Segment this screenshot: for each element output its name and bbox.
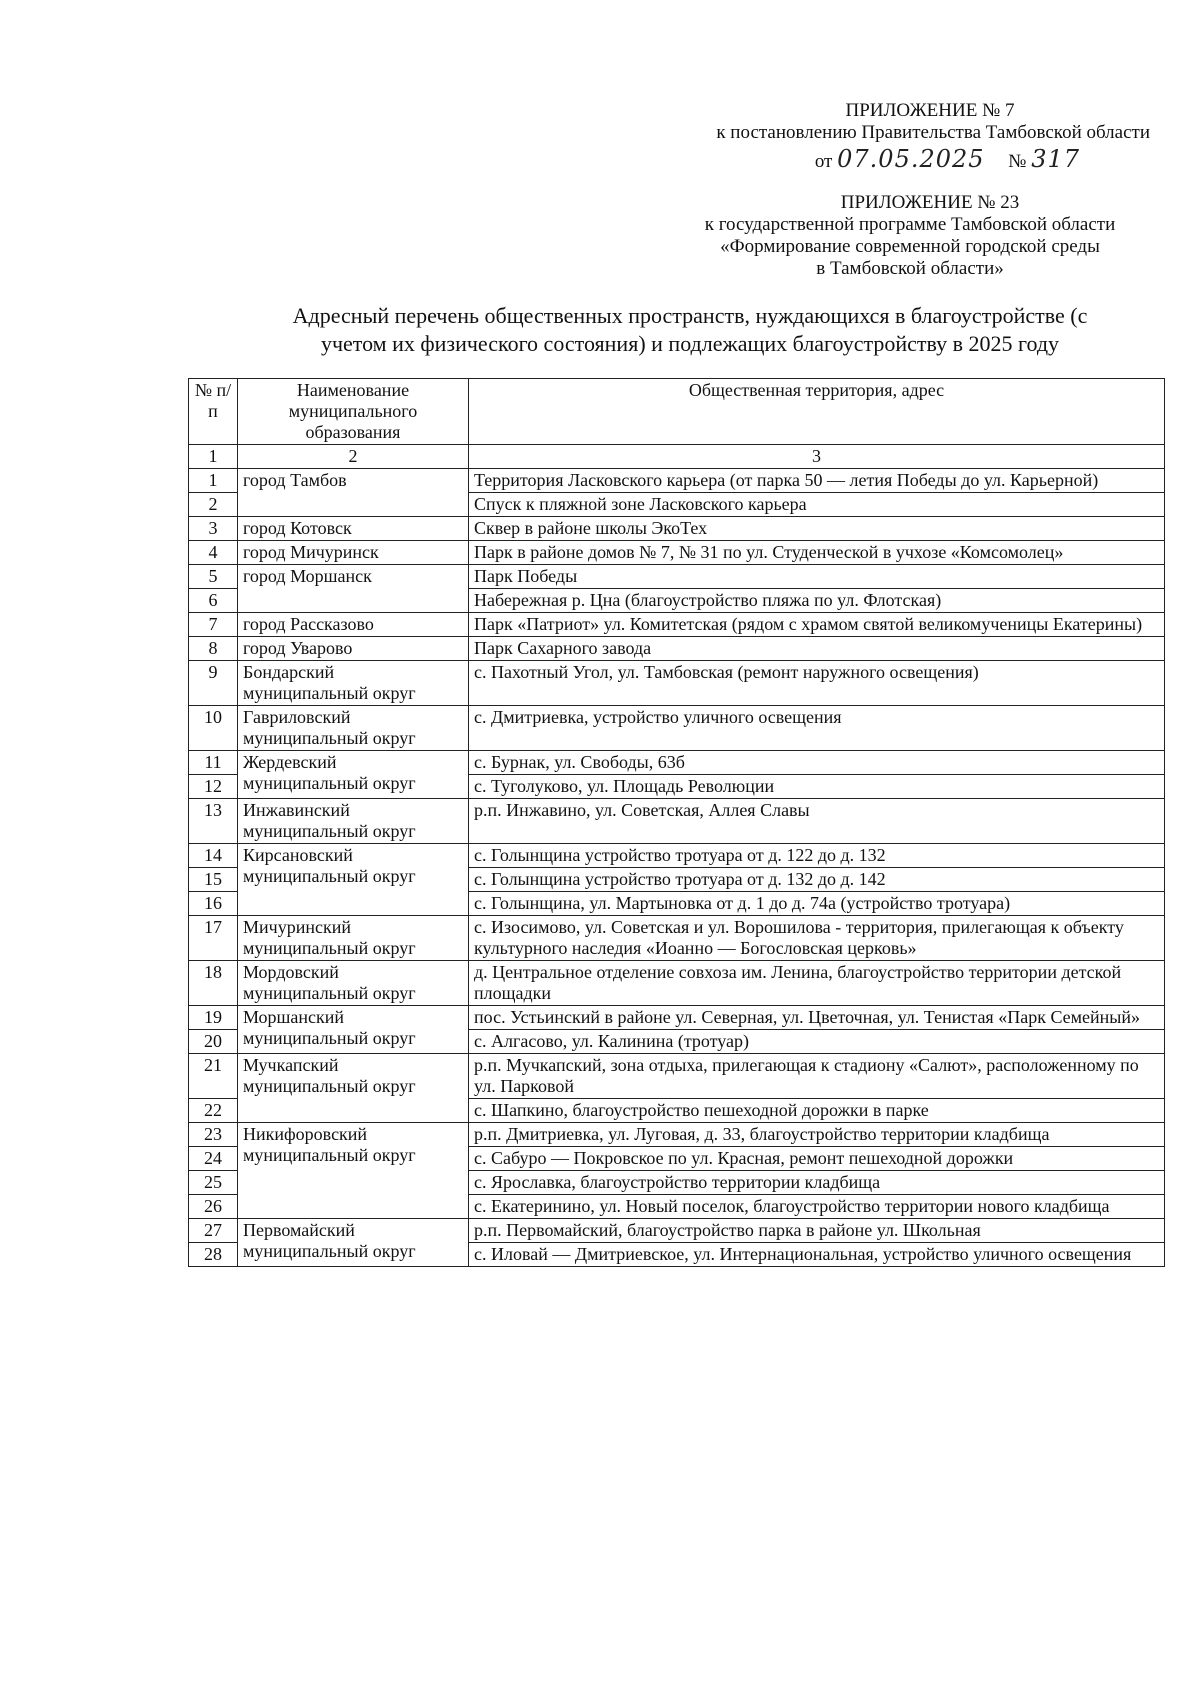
table-row [189,1219,1165,1243]
row-number: 27 [189,1219,238,1243]
table-index-row [189,445,1165,469]
document-title-line1: Адресный перечень общественных пространств, нуждающихся в благоустройстве (с [292,303,1088,328]
row-number: 5 [189,565,238,589]
territory-address-cell: с. Дмитриевка, устройство уличного освещения [469,706,1165,751]
row-number: 23 [189,1123,238,1147]
territory-address-cell: Парк в районе домов № 7, № 31 по ул. Студенческой в учхозе «Комсомолец» [469,541,1165,565]
row-number: 18 [189,961,238,1006]
territory-address-cell: с. Туголуково, ул. Площадь Революции [469,775,1165,799]
table-row [189,751,1165,775]
table-row [189,661,1165,706]
row-number: 9 [189,661,238,706]
table-row [189,844,1165,868]
territory-address-cell: с. Изосимово, ул. Советская и ул. Ворошилова - территория, прилегающая к объекту культурного наследия «Иоанно — Богословская церковь» [469,916,1165,961]
appendix-23-line2: к государственной программе Тамбовской области [704,214,1116,235]
municipality-cell: город Моршанск [238,565,469,613]
municipality-cell: Первомайский муниципальный округ [238,1219,469,1267]
municipality-cell: Мучкапский муниципальный округ [238,1054,469,1123]
municipality-cell: город Рассказово [238,613,469,637]
territory-address-cell: д. Центральное отделение совхоза им. Ленина, благоустройство территории детской площадки [469,961,1165,1006]
territory-address-cell: с. Алгасово, ул. Калинина (тротуар) [469,1030,1165,1054]
row-number: 15 [189,868,238,892]
table-row [189,541,1165,565]
territory-address-cell: с. Иловай — Дмитриевское, ул. Интернациональная, устройство уличного освещения [469,1243,1165,1267]
number-prefix: № [1008,151,1027,172]
municipality-cell: Мичуринский муниципальный округ [238,916,469,961]
appendix-23-line3: «Формирование современной городской среды [720,236,1100,257]
municipality-cell: Моршанский муниципальный округ [238,1006,469,1054]
municipality-cell: Мордовский муниципальный округ [238,961,469,1006]
row-number: 11 [189,751,238,775]
index-cell: 3 [469,445,1165,469]
territory-address-cell: Парк Сахарного завода [469,637,1165,661]
territory-address-cell: с. Сабуро — Покровское по ул. Красная, ремонт пешеходной дорожки [469,1147,1165,1171]
territory-address-cell: Парк Победы [469,565,1165,589]
territory-address-cell: пос. Устьинский в районе ул. Северная, ул. Цветочная, ул. Тенистая «Парк Семейный» [469,1006,1165,1030]
municipality-cell: Гавриловский муниципальный округ [238,706,469,751]
territory-address-cell: с. Ярославка, благоустройство территории кладбища [469,1171,1165,1195]
header-territory: Общественная территория, адрес [469,379,1165,445]
document-title-line2: учетом их физического состояния) и подлежащих благоустройству в 2025 году [320,331,1060,356]
row-number: 8 [189,637,238,661]
territory-address-cell: с. Голынщина устройство тротуара от д. 132 до д. 142 [469,868,1165,892]
table-row [189,916,1165,961]
date-prefix: от [814,151,833,172]
appendix-23-title: ПРИЛОЖЕНИЕ № 23 [840,192,1020,213]
table-header-row [189,379,1165,445]
header-municipality: Наименование муниципального образования [238,379,469,445]
row-number: 21 [189,1054,238,1099]
row-number: 28 [189,1243,238,1267]
table-row [189,706,1165,751]
territory-address-cell: с. Екатеринино, ул. Новый поселок, благоустройство территории нового кладбища [469,1195,1165,1219]
table-row [189,565,1165,589]
appendix-23-line4: в Тамбовской области» [816,258,1004,279]
row-number: 12 [189,775,238,799]
territory-table [188,378,1165,1267]
table-row [189,961,1165,1006]
territory-address-cell: Парк «Патриот» ул. Комитетская (рядом с храмом святой великомученицы Екатерины) [469,613,1165,637]
row-number: 10 [189,706,238,751]
document-title [200,302,1180,358]
row-number: 6 [189,589,238,613]
row-number: 14 [189,844,238,868]
table-row [189,469,1165,493]
index-cell: 1 [189,445,238,469]
table-row [189,799,1165,844]
territory-address-cell: Сквер в районе школы ЭкоТех [469,517,1165,541]
row-number: 19 [189,1006,238,1030]
territory-address-cell: Спуск к пляжной зоне Ласковского карьера [469,493,1165,517]
municipality-cell: город Мичуринск [238,541,469,565]
table-row [189,1006,1165,1030]
territory-address-cell: с. Бурнак, ул. Свободы, 63б [469,751,1165,775]
municipality-cell: город Тамбов [238,469,469,517]
row-number: 20 [189,1030,238,1054]
row-number: 13 [189,799,238,844]
row-number: 2 [189,493,238,517]
table-row [189,637,1165,661]
table-body [189,469,1165,1267]
table-row [189,613,1165,637]
appendix-23-block [660,192,1160,280]
row-number: 25 [189,1171,238,1195]
municipality-cell: Жердевский муниципальный округ [238,751,469,799]
territory-address-cell: с. Голынщина, ул. Мартыновка от д. 1 до д. 74а (устройство тротуара) [469,892,1165,916]
municipality-cell: Никифоровский муниципальный округ [238,1123,469,1219]
appendix-7-title: ПРИЛОЖЕНИЕ № 7 [845,100,1015,121]
territory-address-cell: Территория Ласковского карьера (от парка 50 — летия Победы до ул. Карьерной) [469,469,1165,493]
row-number: 16 [189,892,238,916]
index-cell: 2 [238,445,469,469]
row-number: 26 [189,1195,238,1219]
header-num: № п/п [189,379,238,445]
table-row [189,1123,1165,1147]
territory-address-cell: с. Пахотный Угол, ул. Тамбовская (ремонт наружного освещения) [469,661,1165,706]
appendix-7-decree: к постановлению Правительства Тамбовской области [716,122,1150,143]
municipality-cell: Инжавинский муниципальный округ [238,799,469,844]
territory-address-cell: р.п. Мучкапский, зона отдыха, прилегающая к стадиону «Салют», расположенному по ул. Парковой [469,1054,1165,1099]
row-number: 7 [189,613,238,637]
territory-address-cell: р.п. Инжавино, ул. Советская, Аллея Славы [469,799,1165,844]
territory-address-cell: с. Шапкино, благоустройство пешеходной дорожки в парке [469,1099,1165,1123]
appendix-7-block [640,100,1160,173]
territory-address-cell: с. Голынщина устройство тротуара от д. 122 до д. 132 [469,844,1165,868]
municipality-cell: Кирсановский муниципальный округ [238,844,469,916]
appendix-7-date-line [640,145,1160,173]
territory-address-cell: р.п. Первомайский, благоустройство парка в районе ул. Школьная [469,1219,1165,1243]
row-number: 22 [189,1099,238,1123]
territory-address-cell: Набережная р. Цна (благоустройство пляжа по ул. Флотская) [469,589,1165,613]
municipality-cell: город Котовск [238,517,469,541]
row-number: 17 [189,916,238,961]
handwritten-number: 317 [1031,145,1080,173]
row-number: 3 [189,517,238,541]
row-number: 1 [189,469,238,493]
municipality-cell: Бондарский муниципальный округ [238,661,469,706]
table-row [189,1054,1165,1099]
table-row [189,517,1165,541]
handwritten-date: 07.05.2025 [837,145,985,173]
row-number: 4 [189,541,238,565]
territory-address-cell: р.п. Дмитриевка, ул. Луговая, д. 33, благоустройство территории кладбища [469,1123,1165,1147]
row-number: 24 [189,1147,238,1171]
municipality-cell: город Уварово [238,637,469,661]
